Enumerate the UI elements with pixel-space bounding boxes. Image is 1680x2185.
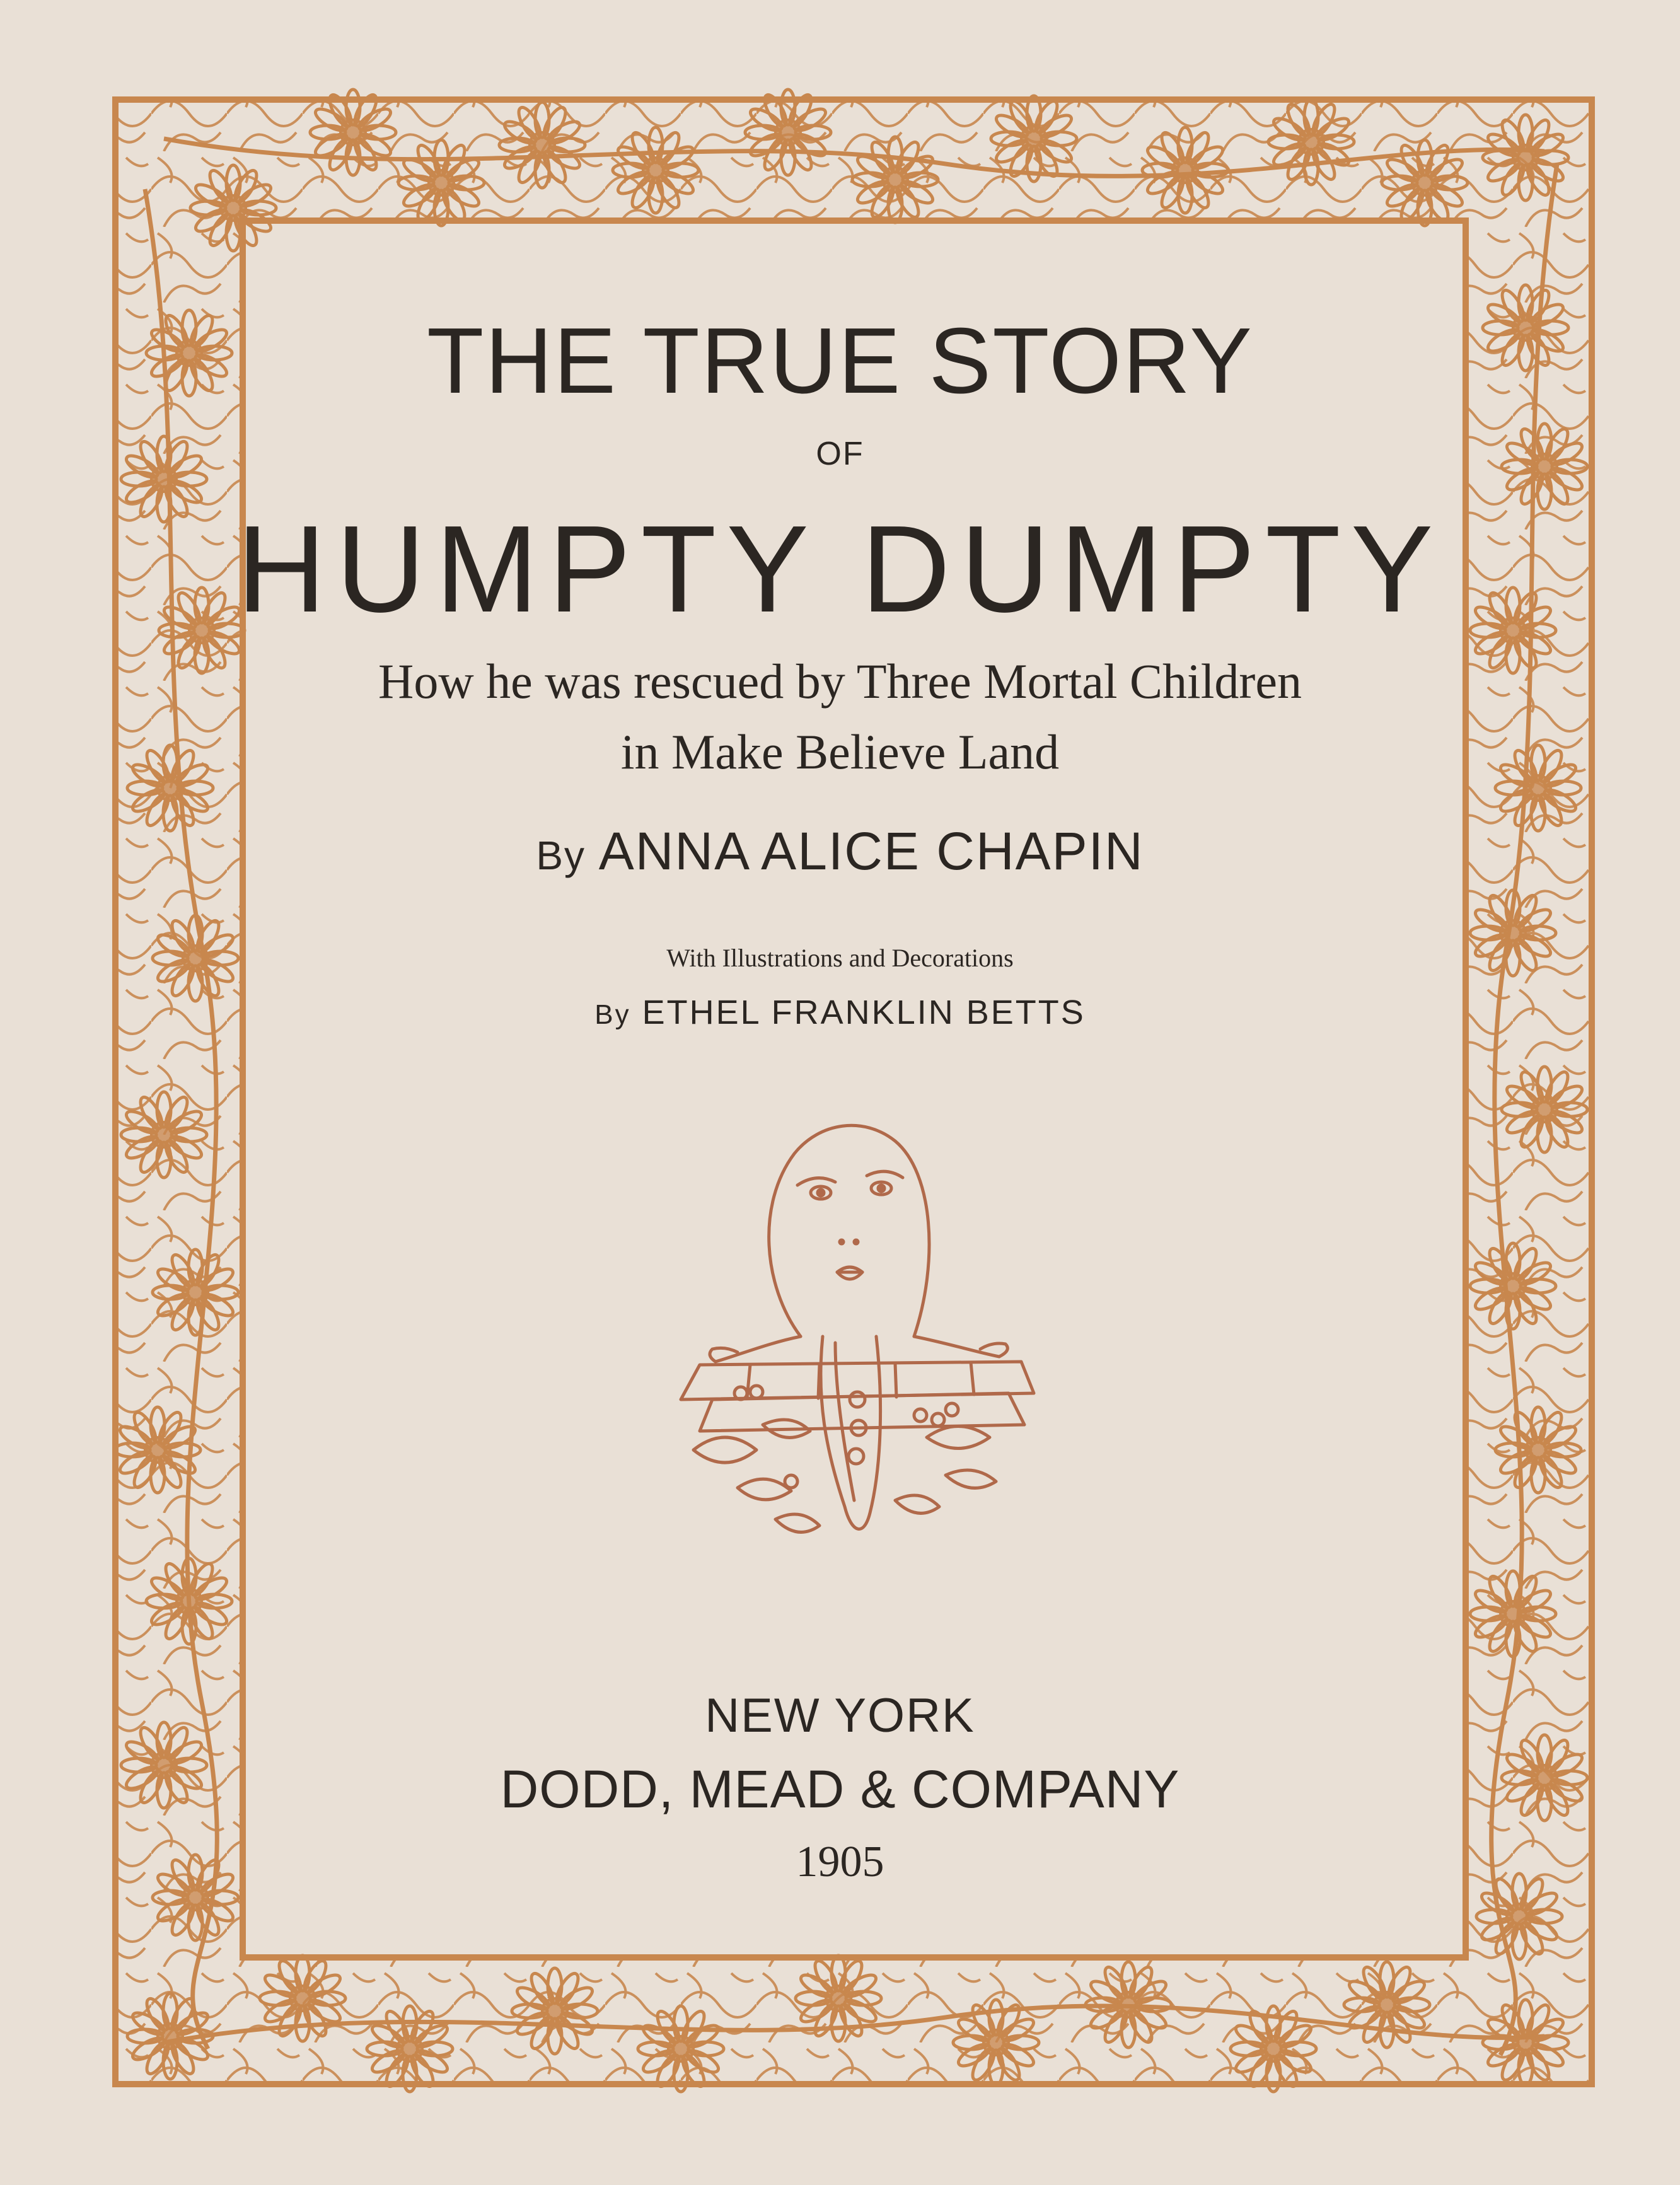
subtitle-line-1: How he was rescued by Three Mortal Children [378,654,1302,709]
publisher-name: DODD, MEAD & COMPANY [500,1759,1180,1819]
publisher-city: NEW YORK [705,1689,975,1742]
publication-year: 1905 [796,1838,884,1886]
illustrations-note: With Illustrations and Decorations [666,944,1014,972]
author-credit [0,821,1680,882]
title-line-1: THE TRUE STORY [427,309,1253,413]
author-prefix: By [536,833,586,878]
illustrator-name: ETHEL FRANKLIN BETTS [642,994,1086,1031]
illustrator-prefix: By [594,999,631,1030]
subtitle-line-2: in Make Believe Land [620,724,1060,779]
humpty-dumpty-illustration-icon [656,1097,1059,1563]
title-of: OF [816,436,864,472]
author-name: ANNA ALICE CHAPIN [598,821,1144,881]
illustrator-credit [0,993,1680,1032]
title-main: HUMPTY DUMPTY [236,500,1444,638]
